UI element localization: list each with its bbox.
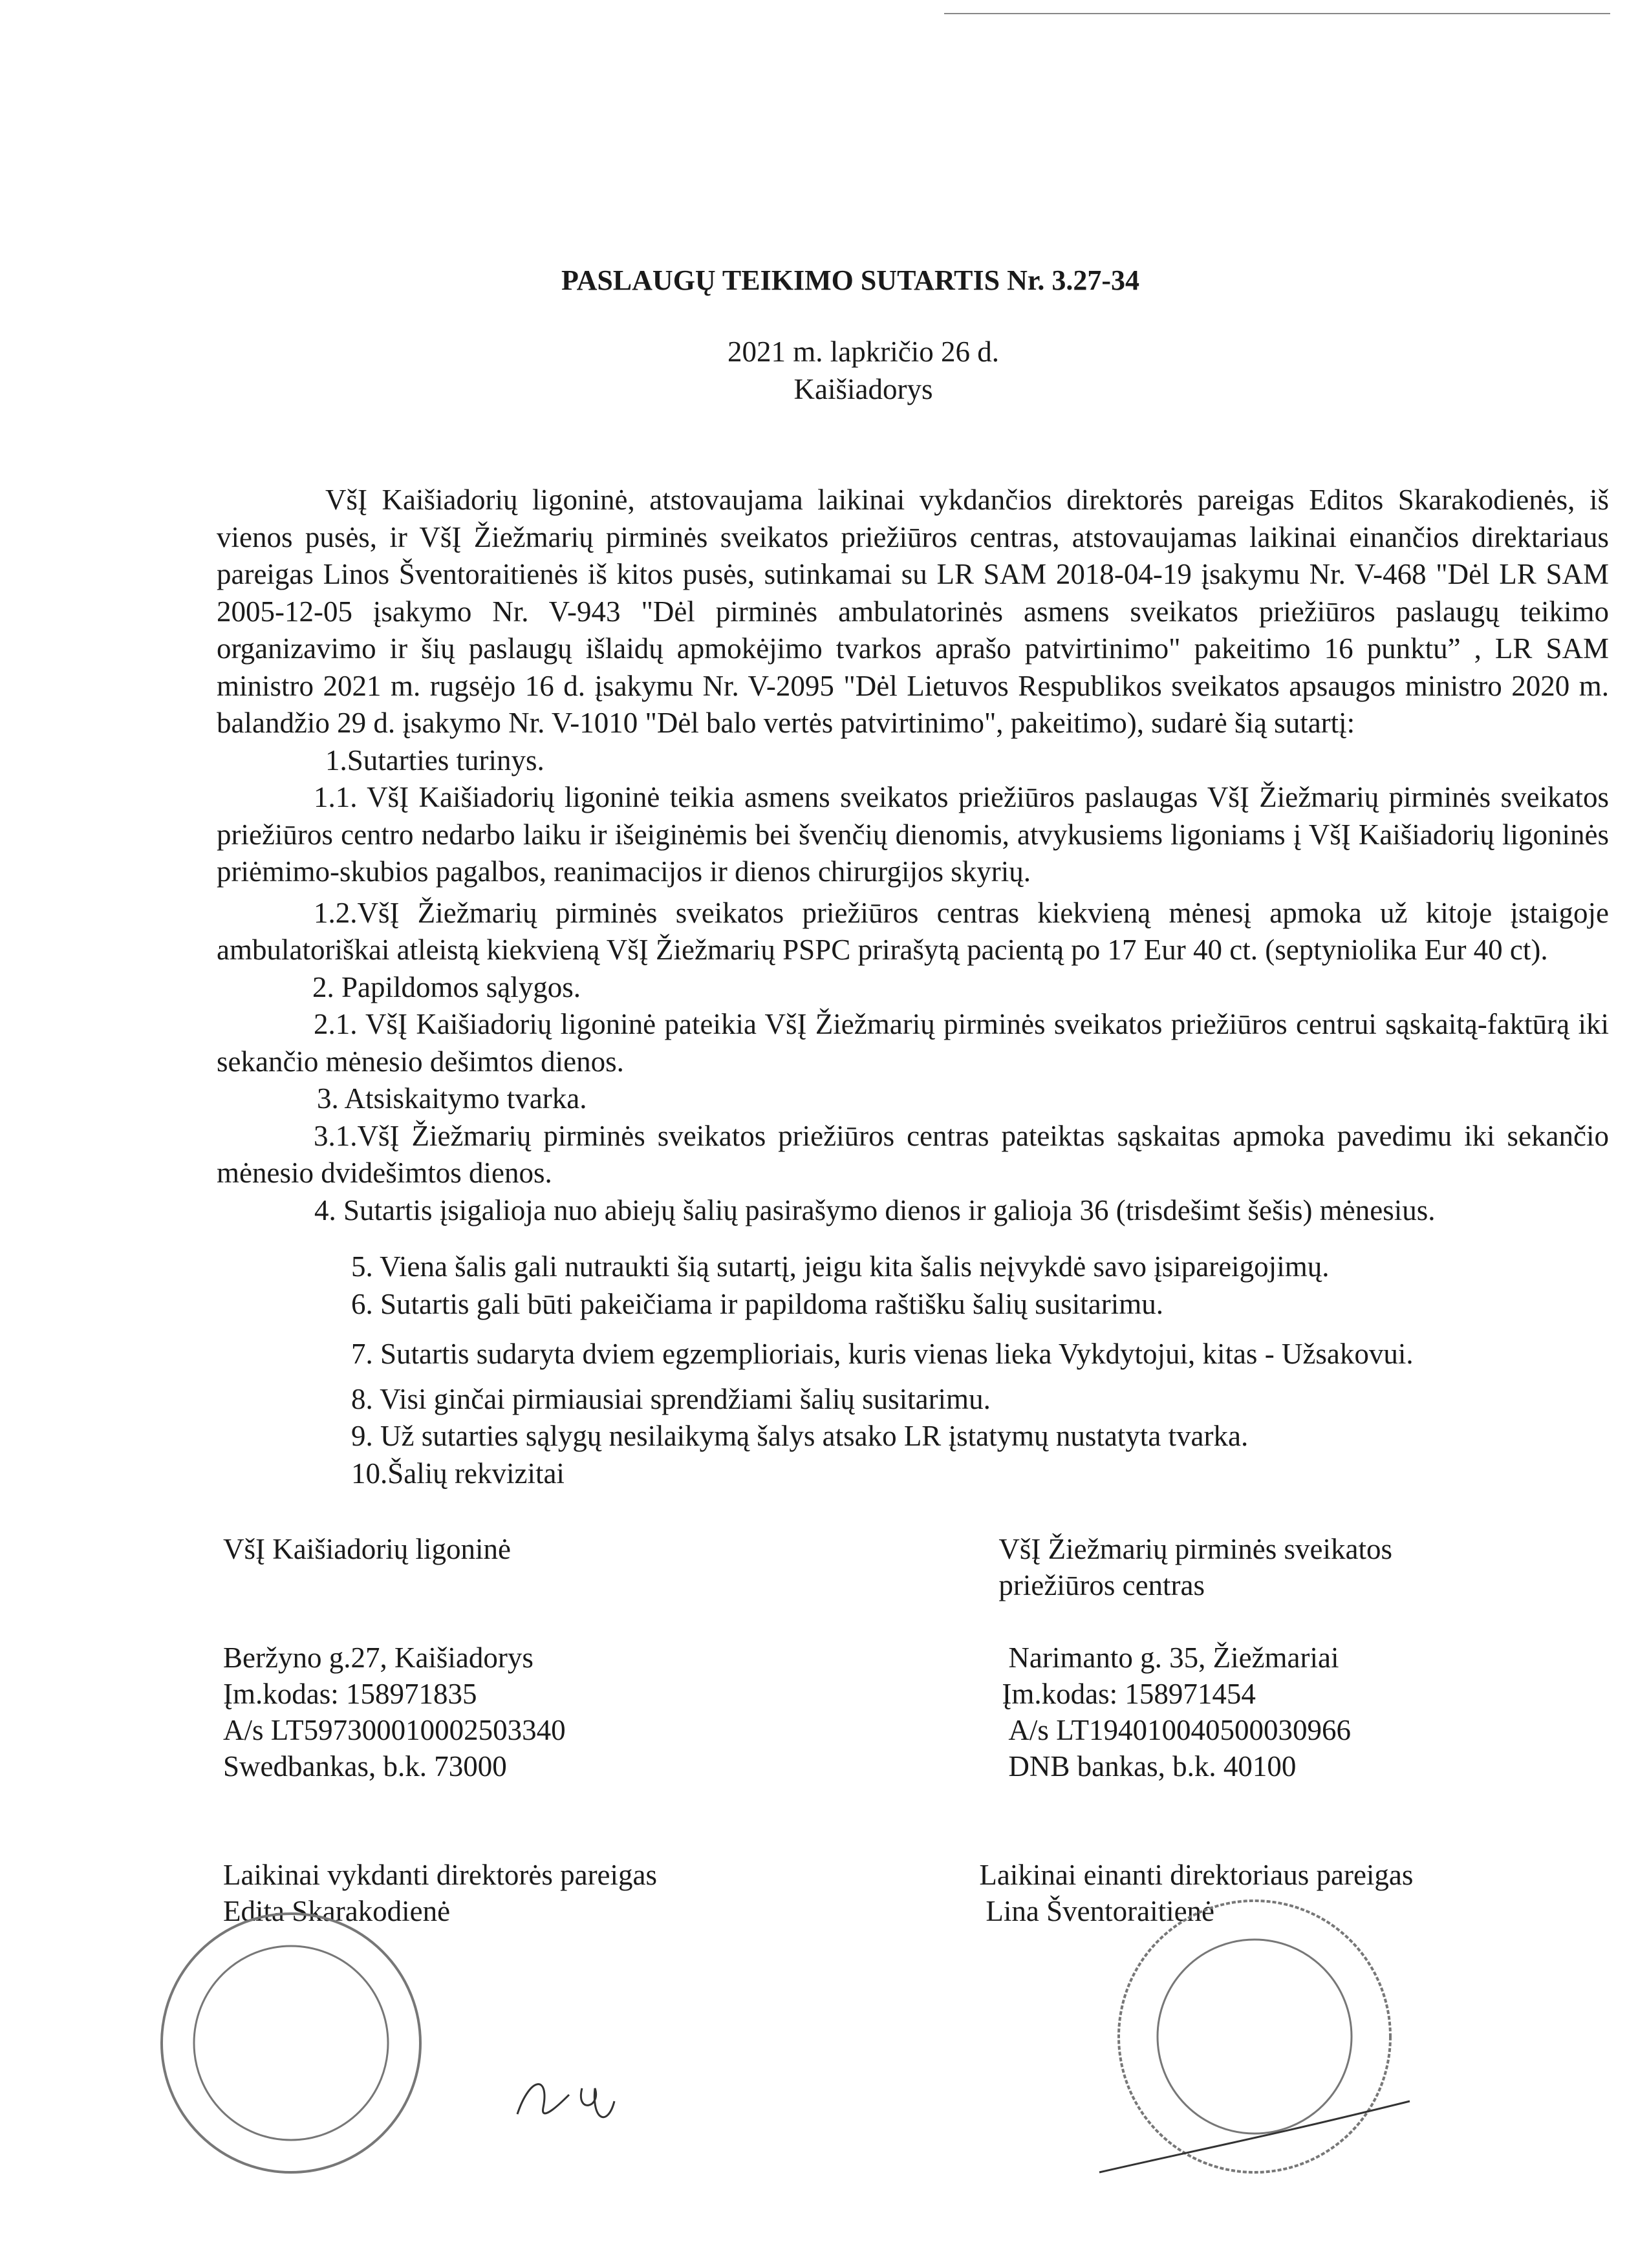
right-address: Narimanto g. 35, Žiežmariai bbox=[1008, 1642, 1339, 1674]
contract-body bbox=[217, 482, 1609, 1929]
clause-10: 10.Šalių rekvizitai bbox=[351, 1457, 565, 1490]
section-1-heading: 1.Sutarties turinys. bbox=[325, 744, 544, 776]
clause-9: 9. Už sutarties sąlygų nesilaikymą šalys atsako LR įstatymų nustatyta tvarka. bbox=[351, 1420, 1249, 1452]
left-party bbox=[223, 1531, 998, 1929]
party-requisites bbox=[217, 1531, 1609, 1929]
clause-1-1: 1.1. VšĮ Kaišiadorių ligoninė teikia asmens sveikatos priežiūros paslaugas VšĮ Žiežmarių pirminės sveikatos priežiūros centro nedarbo laiku ir išeiginėmis bei švenčių dienomis, atvykusiems ligoniams į VšĮ Kaišiadorių ligoninės priėmimo-skubios pagalbos, reanimacijos ir dienos chirurgijos skyrių. bbox=[217, 781, 1609, 888]
right-party-name-line2: priežiūros centras bbox=[998, 1569, 1205, 1601]
left-bank: Swedbankas, b.k. 73000 bbox=[223, 1750, 507, 1782]
document-title: PASLAUGŲ TEIKIMO SUTARTIS Nr. 3.27-34 bbox=[561, 264, 1140, 296]
clause-5: 5. Viena šalis gali nutraukti šią sutartį, jeigu kita šalis neįvykdė savo įsipareigojimų. bbox=[351, 1250, 1330, 1283]
scan-edge-line bbox=[944, 13, 1610, 14]
left-account: A/s LT597300010002503340 bbox=[223, 1714, 566, 1746]
left-address: Beržyno g.27, Kaišiadorys bbox=[223, 1642, 534, 1674]
right-account: A/s LT194010040500030966 bbox=[1008, 1714, 1352, 1746]
left-handwritten-signature bbox=[504, 2062, 634, 2134]
right-signer-name: Lina Šventoraitienė bbox=[986, 1895, 1215, 1927]
right-handwritten-signature bbox=[1086, 2056, 1423, 2185]
left-party-name: VšĮ Kaišiadorių ligoninė bbox=[223, 1533, 511, 1565]
right-party bbox=[979, 1531, 1609, 1929]
left-signer-role: Laikinai vykdanti direktorės pareigas bbox=[223, 1859, 658, 1891]
clause-8: 8. Visi ginčai pirmiausiai sprendžiami šalių susitarimu. bbox=[351, 1382, 991, 1415]
clause-1-2: 1.2.VšĮ Žiežmarių pirminės sveikatos priežiūros centras kiekvieną mėnesį apmoka už kitoje įstaigoje ambulatoriškai atleistą kiekvieną VšĮ Žiežmarių PSPC prirašytą pacientą po 17 Eur 40 ct. (septyniolika Eur 40 ct). bbox=[217, 896, 1609, 966]
right-party-name-line1: VšĮ Žiežmarių pirminės sveikatos bbox=[998, 1533, 1393, 1565]
right-company-code: Įm.kodas: 158971454 bbox=[1002, 1678, 1256, 1710]
left-company-code: Įm.kodas: 158971835 bbox=[223, 1678, 477, 1710]
clause-7: 7. Sutartis sudaryta dviem egzemplioriais, kuris vienas lieka Vykdytojui, kitas - Užsakovui. bbox=[351, 1338, 1414, 1370]
right-bank: DNB bankas, b.k. 40100 bbox=[1008, 1750, 1297, 1782]
left-signer-name: Edita Skarakodienė bbox=[223, 1895, 451, 1927]
section-2-heading: 2. Papildomos sąlygos. bbox=[312, 970, 581, 1003]
clause-3-1: 3.1.VšĮ Žiežmarių pirminės sveikatos priežiūros centras pateiktas sąskaitas apmoka pavedimu iki sekančio mėnesio dvidešimtos dienos. bbox=[217, 1119, 1609, 1189]
document-date: 2021 m. lapkričio 26 d. bbox=[727, 336, 999, 368]
right-signer-role: Laikinai einanti direktoriaus pareigas bbox=[979, 1859, 1414, 1891]
clause-4: 4. Sutartis įsigalioja nuo abiejų šalių pasirašymo dienos ir galioja 36 (trisdešimt šešis) mėnesius. bbox=[314, 1193, 1436, 1226]
clause-6: 6. Sutartis gali būti pakeičiama ir papildoma raštišku šalių susitarimu. bbox=[351, 1287, 1164, 1320]
left-round-stamp bbox=[155, 1907, 427, 2179]
clause-2-1: 2.1. VšĮ Kaišiadorių ligoninė pateikia VšĮ Žiežmarių pirminės sveikatos priežiūros centrui sąskaitą-faktūrą iki sekančio mėnesio dešimtos dienos. bbox=[217, 1008, 1609, 1078]
document-city: Kaišiadorys bbox=[793, 373, 933, 405]
intro-paragraph: VšĮ Kaišiadorių ligoninė, atstovaujama laikinai vykdančios direktorės pareigas Editos Skarakodienės, iš vienos pusės, ir VšĮ Žiežmarių pirminės sveikatos priežiūros centras, atstovaujamas laikinai einančios direktariaus pareigas Linos Šventoraitienės iš kitos pusės, sutinkamai su LR SAM 2018-04-19 įsakymu Nr. V-468 "Dėl LR SAM 2005-12-05 įsakymo Nr. V-943 "Dėl pirminės ambulatorinės asmens sveikatos priežiūros paslaugų teikimo organizavimo ir šių paslaugų išlaidų apmokėjimo tvarkos aprašo patvirtinimo" pakeitimo 16 punktu” , LR SAM ministro 2021 m. rugsėjo 16 d. įsakymu Nr. V-2095 "Dėl Lietuvos Respublikos sveikatos apsaugos ministro 2020 m. balandžio 29 d. įsakymo Nr. V-1010 "Dėl balo vertės patvirtinimo", pakeitimo), sudarė šią sutartį: bbox=[217, 484, 1609, 739]
section-3-heading: 3. Atsiskaitymo tvarka. bbox=[317, 1082, 587, 1115]
